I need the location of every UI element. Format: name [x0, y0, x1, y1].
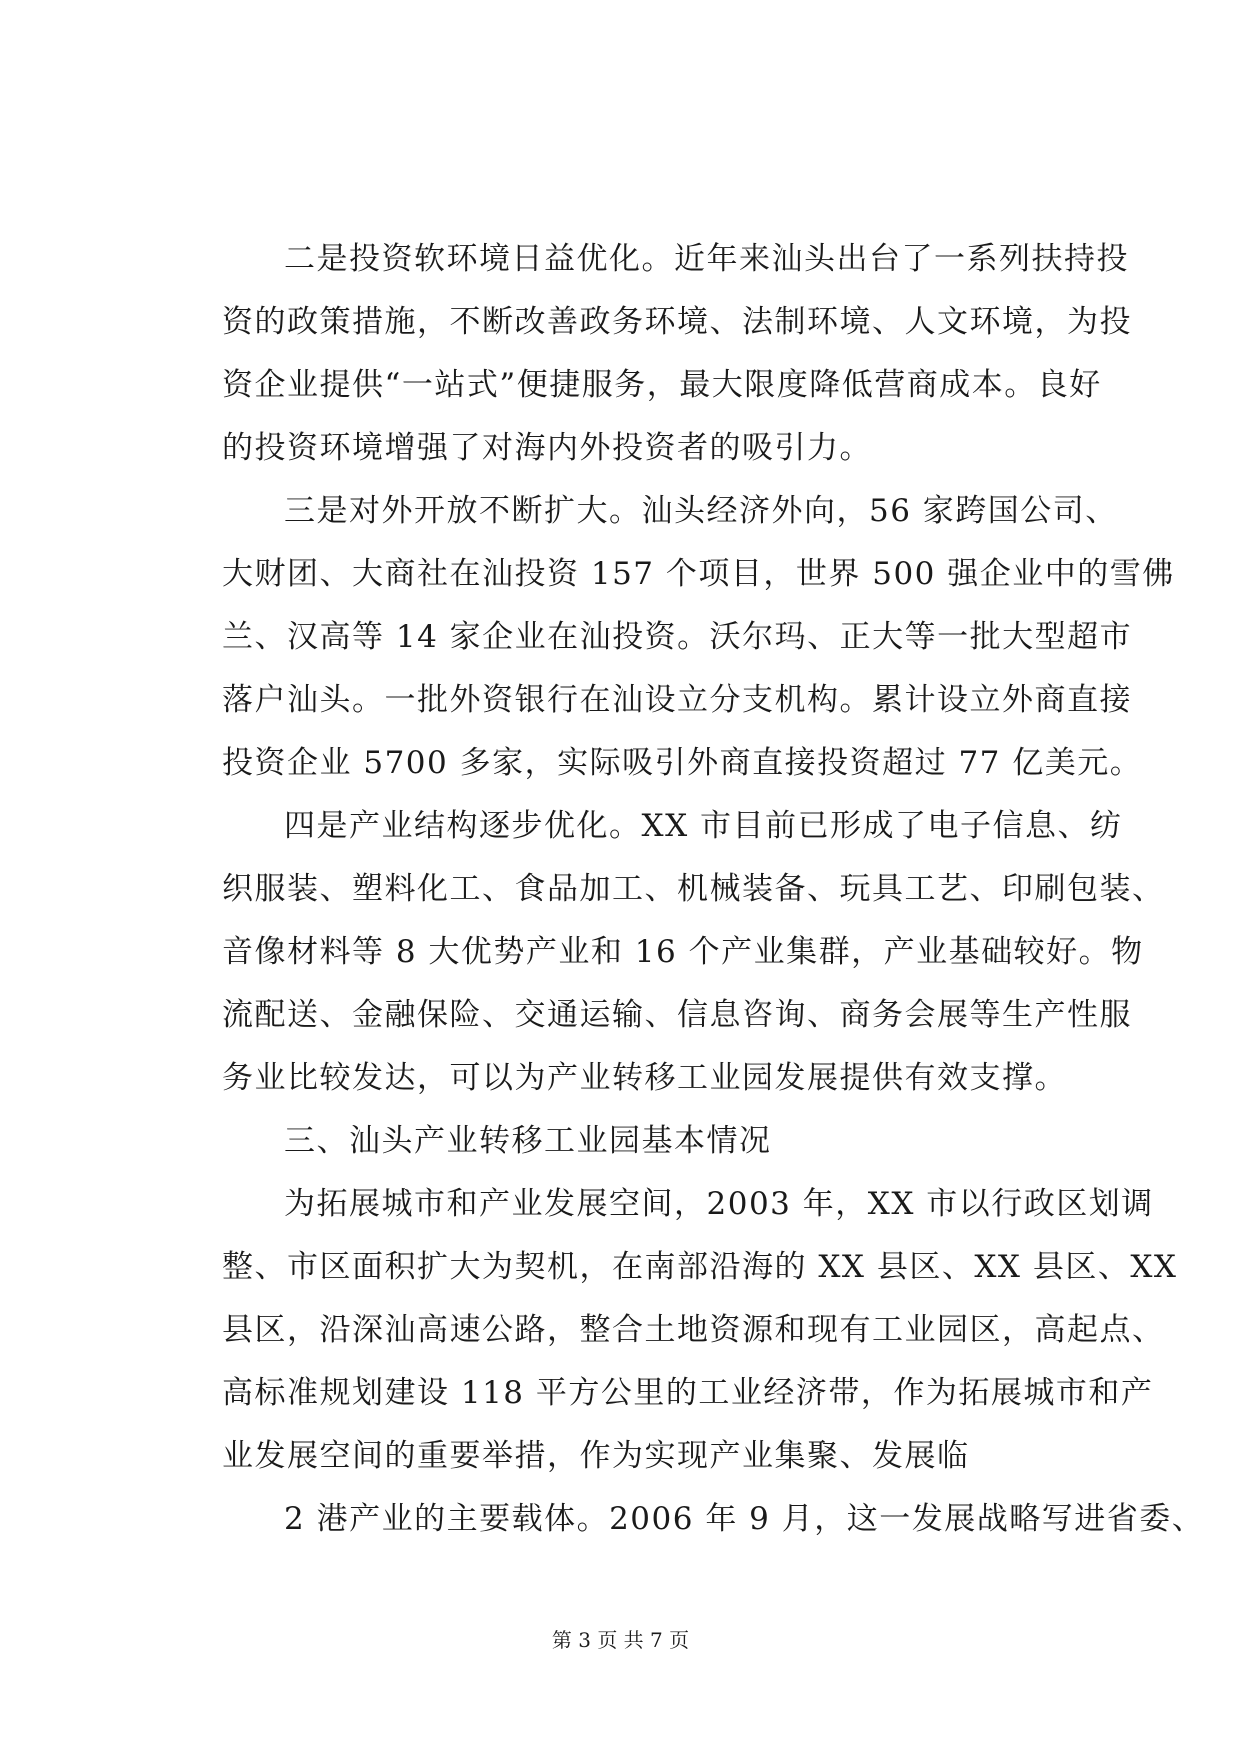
text-line: 县区，沿深汕高速公路，整合土地资源和现有工业园区，高起点、 [222, 1312, 1165, 1348]
text-line: 为拓展城市和产业发展空间，2003 年，XX 市以行政区划调 [284, 1186, 1154, 1222]
text-line: 资企业提供“一站式”便捷服务，最大限度降低营商成本。良好 [222, 367, 1102, 403]
text-line: 整、市区面积扩大为契机，在南部沿海的 XX 县区、XX 县区、XX [222, 1249, 1178, 1285]
paragraph-opening-up [222, 480, 1175, 795]
paragraph-industrial-structure [222, 795, 1165, 1110]
text-line: 四是产业结构逐步优化。XX 市目前已形成了电子信息、纺 [284, 808, 1123, 844]
text-line: 大财团、大商社在汕投资 157 个项目，世界 500 强企业中的雪佛 [222, 556, 1175, 592]
text-line: 高标准规划建设 118 平方公里的工业经济带，作为拓展城市和产 [222, 1375, 1154, 1411]
paragraph-port-industry [222, 1488, 1205, 1551]
paragraph-development-space [222, 1173, 1178, 1488]
text-line: 兰、汉高等 14 家企业在汕投资。沃尔玛、正大等一批大型超市 [222, 619, 1133, 655]
text-line: 投资企业 5700 多家，实际吸引外商直接投资超过 77 亿美元。 [222, 745, 1143, 781]
text-line: 三是对外开放不断扩大。汕头经济外向，56 家跨国公司、 [284, 493, 1118, 529]
text-line: 落户汕头。一批外资银行在汕设立分支机构。累计设立外商直接 [222, 682, 1132, 718]
text-line: 三、汕头产业转移工业园基本情况 [284, 1123, 772, 1159]
paragraph-investment-environment [222, 228, 1132, 480]
text-line: 二是投资软环境日益优化。近年来汕头出台了一系列扶持投 [284, 241, 1129, 277]
document-body [222, 228, 1205, 1551]
text-line: 务业比较发达，可以为产业转移工业园发展提供有效支撑。 [222, 1060, 1067, 1096]
page-number-footer: 第 3 页 共 7 页 [551, 1628, 690, 1652]
text-line: 流配送、金融保险、交通运输、信息咨询、商务会展等生产性服 [222, 997, 1132, 1033]
text-line: 资的政策措施，不断改善政务环境、法制环境、人文环境，为投 [222, 304, 1132, 340]
text-line: 织服装、塑料化工、食品加工、机械装备、玩具工艺、印刷包装、 [222, 871, 1165, 907]
text-line: 音像材料等 8 大优势产业和 16 个产业集群，产业基础较好。物 [222, 934, 1144, 970]
text-line: 2 港产业的主要载体。2006 年 9 月，这一发展战略写进省委、 [284, 1501, 1205, 1537]
section-heading-industrial-park [222, 1110, 1077, 1173]
text-line: 业发展空间的重要举措，作为实现产业集聚、发展临 [222, 1438, 970, 1474]
text-line: 的投资环境增强了对海内外投资者的吸引力。 [222, 430, 872, 466]
